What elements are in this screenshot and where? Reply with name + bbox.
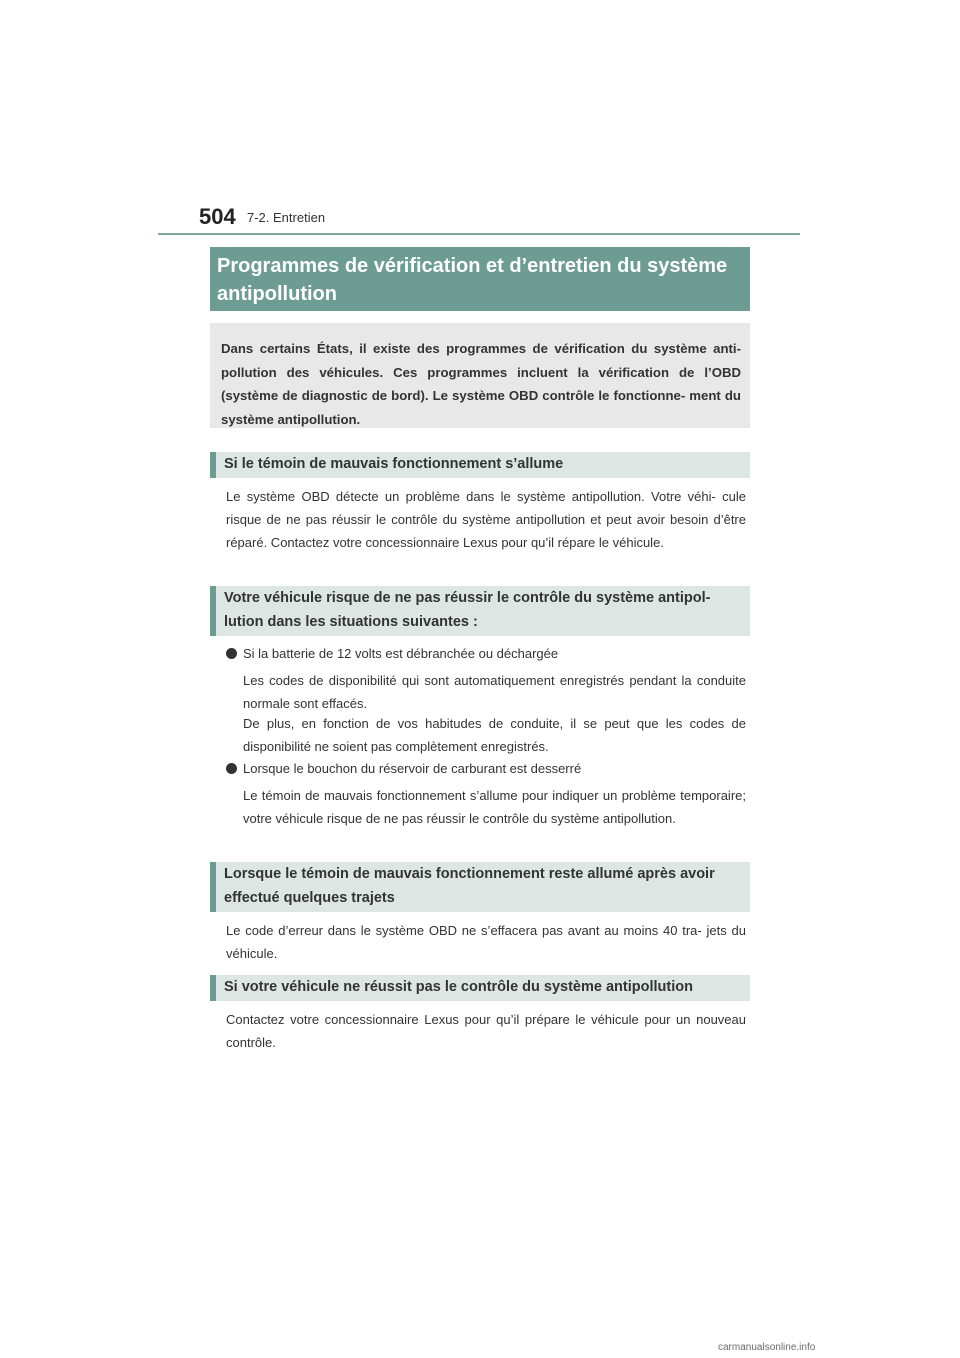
list-item-label: Si la batterie de 12 volts est débranchée ou déchargée: [243, 646, 559, 661]
section-heading-stays-on: Lorsque le témoin de mauvais fonctionnement reste allumé après avoir effectué quelques trajets: [210, 862, 750, 912]
section-body-fails-check: Contactez votre concessionnaire Lexus pour qu’il prépare le véhicule pour un nouveau contrôle.: [226, 1012, 746, 1050]
section-heading-may-fail: Votre véhicule risque de ne pas réussir le contrôle du système antipol- lution dans les situations suivantes :: [210, 586, 750, 636]
section-body-malfunction-light: Le système OBD détecte un problème dans le système antipollution. Votre véhi- cule risque de ne pas réussir le contrôle du système antipollution et peut avoir besoin d’être réparé. Contactez votre concessionnaire Lexus pour qu’il répare le véhicule.: [226, 489, 746, 550]
footer-watermark: carmanualsonline.info: [718, 1342, 816, 1353]
bullet-icon: [226, 763, 237, 774]
page-number: 504: [199, 204, 236, 229]
list-item-fuel-cap: [226, 757, 746, 780]
section-heading-malfunction-light: Si le témoin de mauvais fonctionnement s’allume: [210, 452, 750, 478]
list-item-text: Le témoin de mauvais fonctionnement s’allume pour indiquer un problème temporaire; votre véhicule risque de ne pas réussir le contrôle du système antipollution.: [243, 788, 746, 826]
bullet-icon: [226, 648, 237, 659]
list-item-label: Lorsque le bouchon du réservoir de carburant est desserré: [243, 761, 582, 776]
list-item-text: Les codes de disponibilité qui sont automatiquement enregistrés pendant la conduite normale sont effacés.: [243, 673, 746, 711]
intro-box: Dans certains États, il existe des programmes de vérification du système anti- pollution des véhicules. Ces programmes incluent la vérification de l’OBD (système de diagnostic de bord). Le système OBD contrôle le fonctionne- ment du système antipollution.: [210, 323, 750, 428]
header-rule: [158, 233, 800, 235]
section-body-stays-on: Le code d’erreur dans le système OBD ne s’effacera pas avant au moins 40 tra- jets du véhicule.: [226, 923, 746, 961]
running-header: 7-2. Entretien: [247, 210, 326, 225]
list-item-text: De plus, en fonction de vos habitudes de conduite, il se peut que les codes de disponibilité ne soient pas complètement enregistrés.: [243, 716, 746, 754]
list-item-battery: [226, 642, 746, 665]
page-title: Programmes de vérification et d’entretien du système antipollution: [210, 247, 750, 311]
section-heading-fails-check: Si votre véhicule ne réussit pas le contrôle du système antipollution: [210, 975, 750, 1001]
